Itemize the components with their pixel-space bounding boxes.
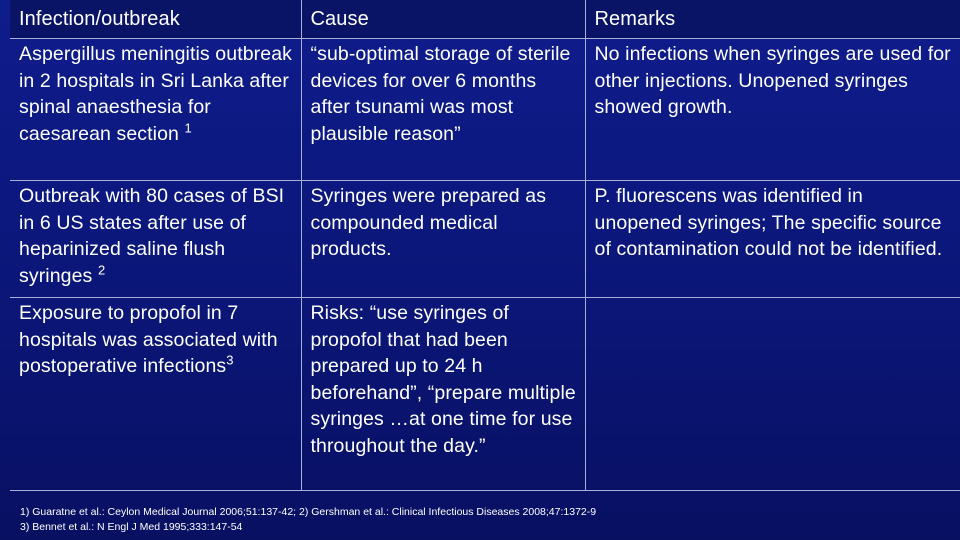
reference-number: 1 xyxy=(184,120,192,135)
remarks-cell xyxy=(585,298,960,491)
infection-text: Outbreak with 80 cases of BSI in 6 US states after use of heparinized saline flush syringes xyxy=(19,185,285,287)
header-infection-outbreak: Infection/outbreak xyxy=(10,0,301,39)
infection-cell xyxy=(10,181,301,298)
infection-cell xyxy=(10,39,301,181)
infection-cell xyxy=(10,298,301,491)
footnote-line: 3) Bennet et al.: N Engl J Med 1995;333:147-54 xyxy=(20,521,243,533)
infection-text: Exposure to propofol in 7 hospitals was associated with postoperative infections xyxy=(19,302,278,377)
footnotes xyxy=(20,505,596,535)
table-row xyxy=(10,298,960,491)
infection-text: Aspergillus meningitis outbreak in 2 hospitals in Sri Lanka after spinal anaesthesia for caesarean section xyxy=(19,43,292,145)
table-row xyxy=(10,39,960,181)
footnote-line: 1) Guaratne et al.: Ceylon Medical Journal 2006;51:137-42; 2) Gershman et al.: Clinical Infectious Diseases 2008;47:1372-9 xyxy=(20,506,597,518)
reference-number: 3 xyxy=(226,352,234,368)
reference-number: 2 xyxy=(97,262,106,277)
header-cause: Cause xyxy=(301,0,585,39)
header-remarks: Remarks xyxy=(585,0,960,39)
cause-cell: “sub-optimal storage of sterile devices for over 6 months after tsunami was most plausible reason” xyxy=(301,39,585,181)
remarks-cell: P. fluorescens was identified in unopened syringes; The specific source of contamination could not be identified. xyxy=(585,181,960,298)
cause-cell: Risks: “use syringes of propofol that had been prepared up to 24 h beforehand”, “prepare multiple syringes …at one time for use throughout the day.” xyxy=(301,298,585,491)
outbreak-table xyxy=(10,0,960,491)
remarks-cell: No infections when syringes are used for other injections. Unopened syringes showed growth. xyxy=(585,39,960,181)
table-header-row xyxy=(10,0,960,39)
table-row xyxy=(10,181,960,298)
cause-cell: Syringes were prepared as compounded medical products. xyxy=(301,181,585,298)
